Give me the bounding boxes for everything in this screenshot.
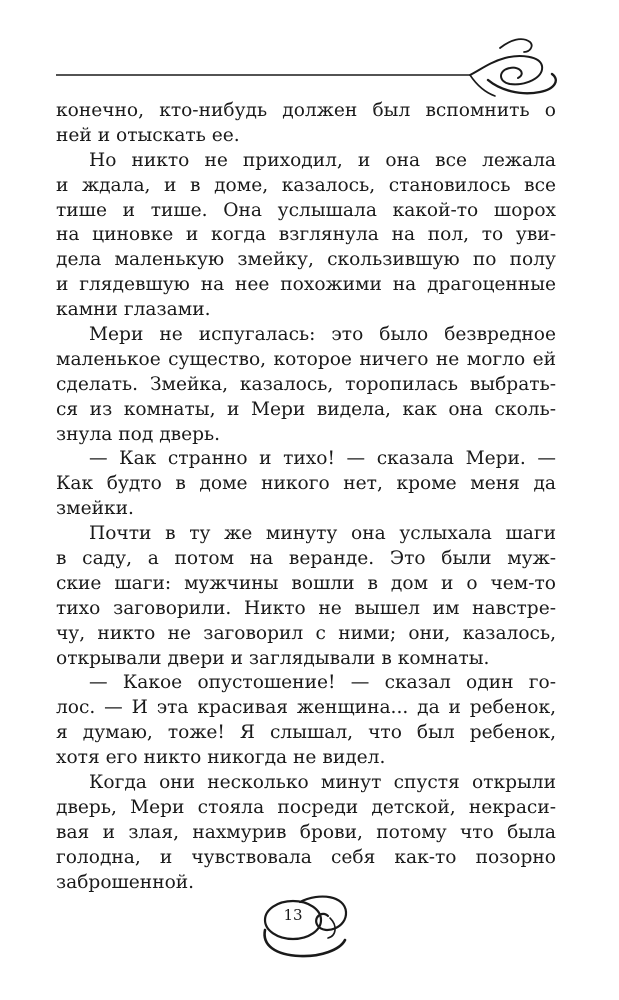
text-line: — Как странно и тихо! — сказала Мери. — [89, 448, 556, 470]
text-line: тихо заговорили. Никто не вышел им навстре- [56, 597, 556, 619]
header-flourish-icon [0, 0, 619, 110]
text-line: чу, никто не заговорил с ними; они, казалось, [56, 622, 556, 644]
footer-flourish-icon [0, 880, 619, 980]
text-line: дверь, Мери стояла посреди детской, некраси- [56, 796, 556, 818]
text-line: Но никто не приходил, и она все лежала [89, 149, 556, 171]
text-line: камни глазами. [56, 299, 211, 321]
text-line: ские шаги: мужчины вошли в дом и о чем-то [56, 572, 556, 594]
text-line: сделать. Змейка, казалось, торопилась выбрать- [56, 373, 556, 395]
text-line: в саду, а потом на веранде. Это были муж- [56, 548, 556, 570]
text-line: лос. — И эта красивая женщина... да и ребенок, [56, 697, 556, 719]
text-line: и ждала, и в доме, казалось, становилось все [56, 174, 556, 196]
page-number: 13 [283, 906, 303, 924]
text-line: дела маленькую змейку, скользившую по полу [56, 249, 556, 271]
text-line: маленькое существо, которое ничего не могло ей [56, 348, 556, 370]
body-text [56, 99, 556, 896]
text-line: и глядевшую на нее похожими на драгоценные [56, 274, 556, 296]
text-line: знула под дверь. [56, 423, 221, 445]
header-swirl-top [500, 39, 532, 52]
text-line: заброшенной. [56, 871, 195, 893]
text-line: я думаю, тоже! Я слышал, что был ребенок, [56, 722, 556, 744]
text-line: Когда они несколько минут спустя открыли [89, 772, 556, 794]
text-line: хотя его никто никогда не видел. [56, 747, 386, 769]
text-line: открывали двери и заглядывали в комнаты. [56, 647, 490, 669]
text-line: конечно, кто-нибудь должен был вспомнить о [56, 100, 556, 121]
header-swirl [470, 56, 542, 84]
text-line: на циновке и когда взглянула на пол, то уви- [56, 224, 556, 246]
text-line: — Какое опустошение! — сказал один го- [89, 672, 556, 694]
header-swirl-tail [470, 75, 495, 96]
text-line: голодна, и чувствовала себя как-то позорно [56, 846, 556, 868]
text-line: Почти в ту же минуту она услыхала шаги [89, 523, 556, 545]
text-line: ней и отыскать ее. [56, 124, 240, 146]
text-line: Как будто в доме никого нет, кроме меня да [56, 473, 556, 495]
text-line: змейки. [56, 498, 134, 520]
text-line: тише и тише. Она услышала какой-то шорох [56, 199, 556, 221]
text-line: вая и злая, нахмурив брови, потому что была [56, 821, 556, 843]
text-line: ся из комнаты, и Мери видела, как она сколь- [56, 398, 556, 420]
text-line: Мери не испугалась: это было безвредное [89, 324, 556, 346]
